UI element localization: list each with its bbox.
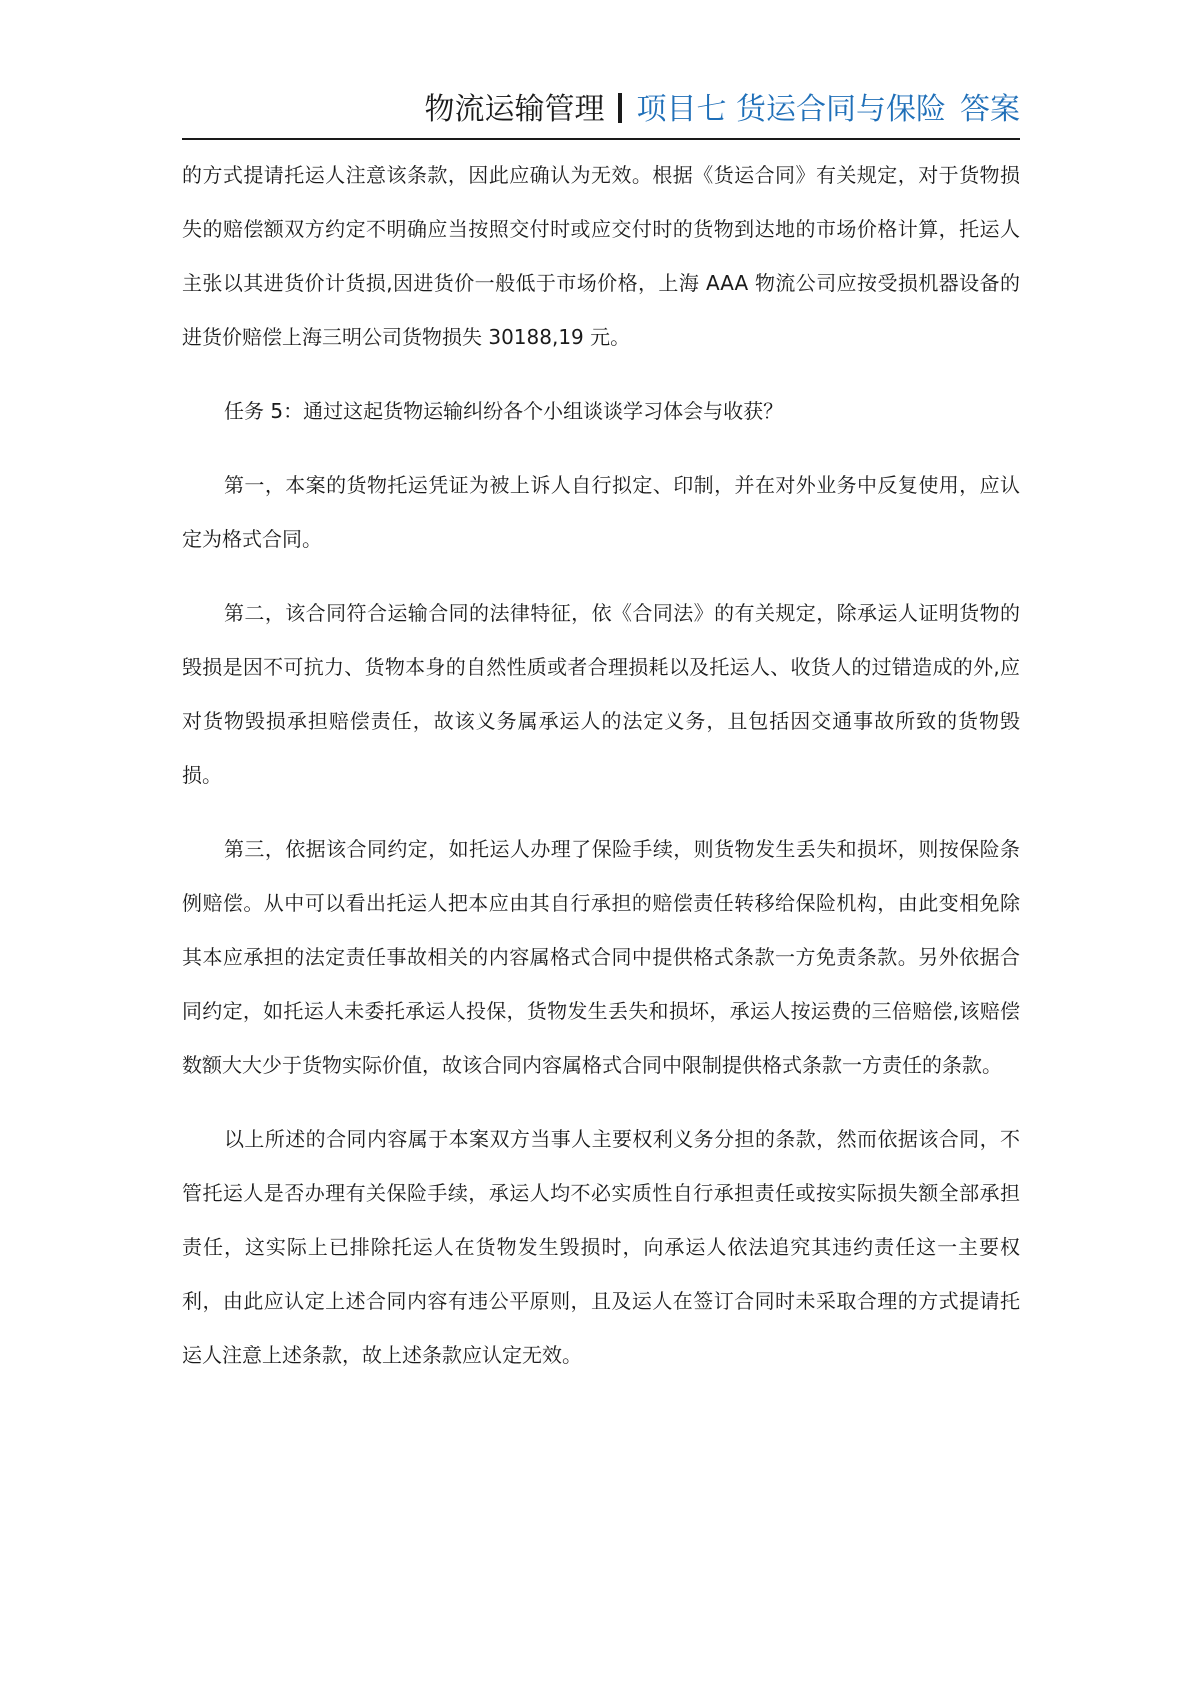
paragraph-continuation: 的方式提请托运人注意该条款，因此应确认为无效。根据《货运合同》有关规定，对于货物损失的赔偿额双方约定不明确应当按照交付时或应交付时的货物到达地的市场价格计算，托运人主张以其进货价计货损,因进货价一般低于市场价格，上海 AAA 物流公司应按受损机器设备的进货价赔偿上海三明公司货物损失 30188,19 元。 [182, 163, 1020, 349]
task-5-question: 任务 5：通过这起货物运输纠纷各个小组谈谈学习体会与收获？ [224, 399, 784, 423]
answer-label: 答案 [960, 92, 1020, 127]
document-body [182, 148, 1020, 1402]
paragraph-conclusion: 以上所述的合同内容属于本案双方当事人主要权利义务分担的条款，然而依据该合同，不管托运人是否办理有关保险手续，承运人均不必实质性自行承担责任或按实际损失额全部承担责任，这实际上已排除托运人在货物发生毁损时，向承运人依法追究其违约责任这一主要权利，由此应认定上述合同内容有违公平原则，且及运人在签订合同时未采取合理的方式提请托运人注意上述条款，故上述条款应认定无效。 [182, 1127, 1020, 1367]
paragraph-first-point: 第一，本案的货物托运凭证为被上诉人自行拟定、印制，并在对外业务中反复使用，应认定为格式合同。 [182, 473, 1020, 551]
header-divider [182, 138, 1020, 140]
header-separator [618, 93, 622, 123]
page-header [182, 84, 1020, 136]
paragraph-second-point: 第二，该合同符合运输合同的法律特征，依《合同法》的有关规定，除承运人证明货物的毁损是因不可抗力、货物本身的自然性质或者合理损耗以及托运人、收货人的过错造成的外,应对货物毁损承担赔偿责任，故该义务属承运人的法定义务，且包括因交通事故所致的货物毁损。 [182, 601, 1020, 787]
book-title: 物流运输管理 [424, 92, 605, 127]
paragraph-third-point: 第三，依据该合同约定，如托运人办理了保险手续，则货物发生丢失和损坏，则按保险条例赔偿。从中可以看出托运人把本应由其自行承担的赔偿责任转移给保险机构，由此变相免除其本应承担的法定责任事故相关的内容属格式合同中提供格式条款一方免责条款。另外依据合同约定，如托运人未委托承运人投保，货物发生丢失和损坏，承运人按运费的三倍赔偿,该赔偿数额大大少于货物实际价值，故该合同内容属格式合同中限制提供格式条款一方责任的条款。 [182, 837, 1020, 1077]
chapter-title: 项目七 货运合同与保险 [636, 92, 946, 127]
